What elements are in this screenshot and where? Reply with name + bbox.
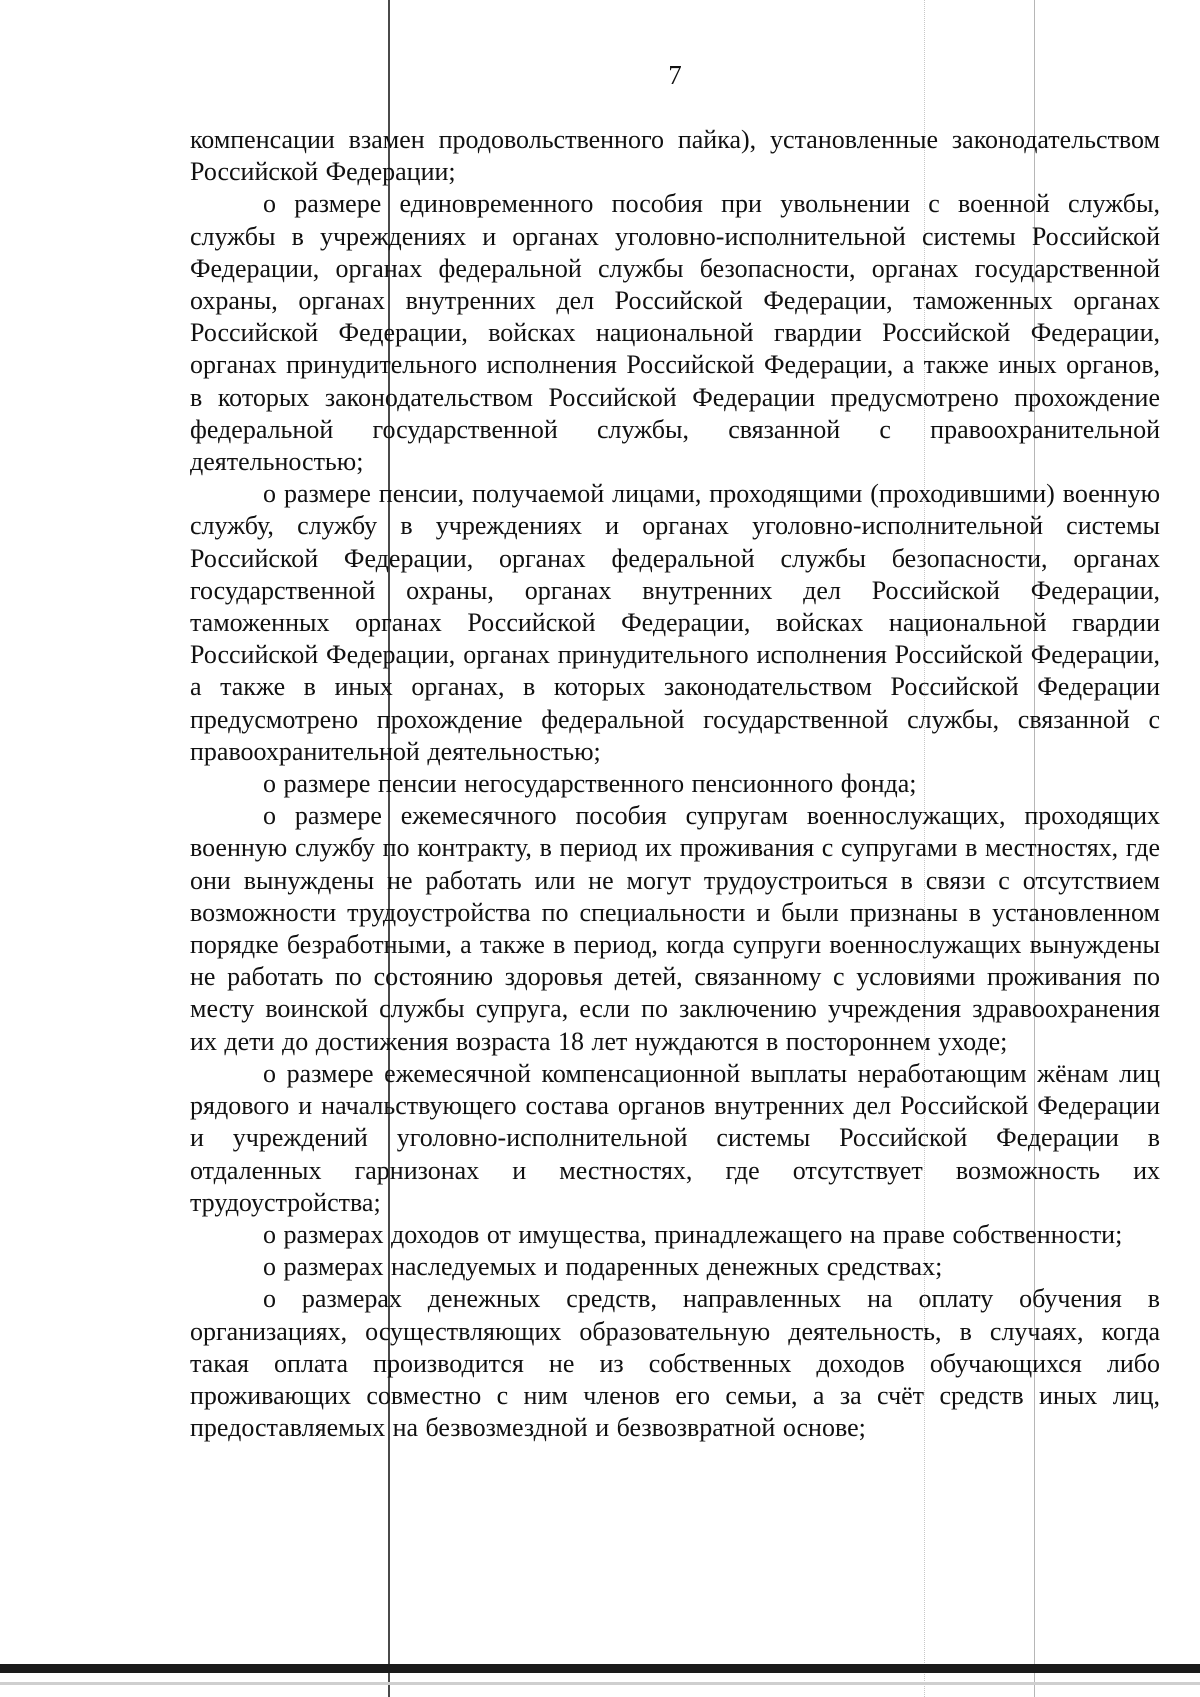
paragraph: о размерах доходов от имущества, принадлежащего на праве собственности; <box>263 1219 1123 1249</box>
paragraph: о размерах денежных средств, направленных на оплату обучения в организациях, осуществляющих образовательную деятельность, в случаях, когда такая оплата производится не из собственных доходов обучающихся либо проживающих совместно с ним членов его семьи, а за счёт средств иных лиц, предоставляемых на безвозмездной и безвозвратной основе; <box>190 1284 1160 1443</box>
scan-bottom-edge-shadow <box>0 1682 1200 1685</box>
scan-bottom-edge <box>0 1664 1200 1673</box>
paragraph: о размере единовременного пособия при увольнении с военной службы, службы в учреждениях и органах уголовно-исполнительной системы Российской Федерации, органах федеральной службы безопасности, органах государственной охраны, органах внутренних дел Российской Федерации, таможенных органах Российской Федерации, войсках национальной гвардии Российской Федерации, органах принудительного исполнения Российской Федерации, а также иных органов, в которых законодательством Российской Федерации предусмотрено прохождение федеральной государственной службы, связанной с правоохранительной деятельностью; <box>190 189 1160 477</box>
paragraph: о размере пенсии, получаемой лицами, проходящими (проходившими) военную службу, службу в учреждениях и органах уголовно-исполнительной системы Российской Федерации, органах федеральной службы безопасности, органах государственной охраны, органах внутренних дел Российской Федерации, таможенных органах Российской Федерации, войсках национальной гвардии Российской Федерации, органах принудительного исполнения Российской Федерации, а также в иных органах, в которых законодательством Российской Федерации предусмотрено прохождение федеральной государственной службы, связанной с правоохранительной деятельностью; <box>190 479 1160 766</box>
paragraph: о размере ежемесячного пособия супругам военнослужащих, проходящих военную службу по контракту, в период их проживания с супругами в местностях, где они вынуждены не работать или не могут трудоустроиться в связи с отсутствием возможности трудоустройства по специальности и были признаны в установленном порядке безработными, а также в период, когда супруги военнослужащих вынуждены не работать по состоянию здоровья детей, связанному с условиями проживания по месту воинской службы супруга, если по заключению учреждения здравоохранения их дети до достижения возраста 18 лет нуждаются в постороннем уходе; <box>190 801 1160 1056</box>
document-body <box>190 124 1160 1444</box>
paragraph: о размере пенсии негосударственного пенсионного фонда; <box>263 769 917 799</box>
page-number: 7 <box>668 60 682 90</box>
paragraph: о размере ежемесячной компенсационной выплаты неработающим жёнам лиц рядового и начальствующего состава органов внутренних дел Российской Федерации и учреждений уголовно-исполнительной системы Российской Федерации в отдаленных гарнизонах и местностях, где отсутствует возможность их трудоустройства; <box>190 1058 1160 1217</box>
paragraph: компенсации взамен продовольственного пайка), установленные законодательством Российской Федерации; <box>190 125 1160 187</box>
paragraph: о размерах наследуемых и подаренных денежных средствах; <box>263 1252 943 1282</box>
